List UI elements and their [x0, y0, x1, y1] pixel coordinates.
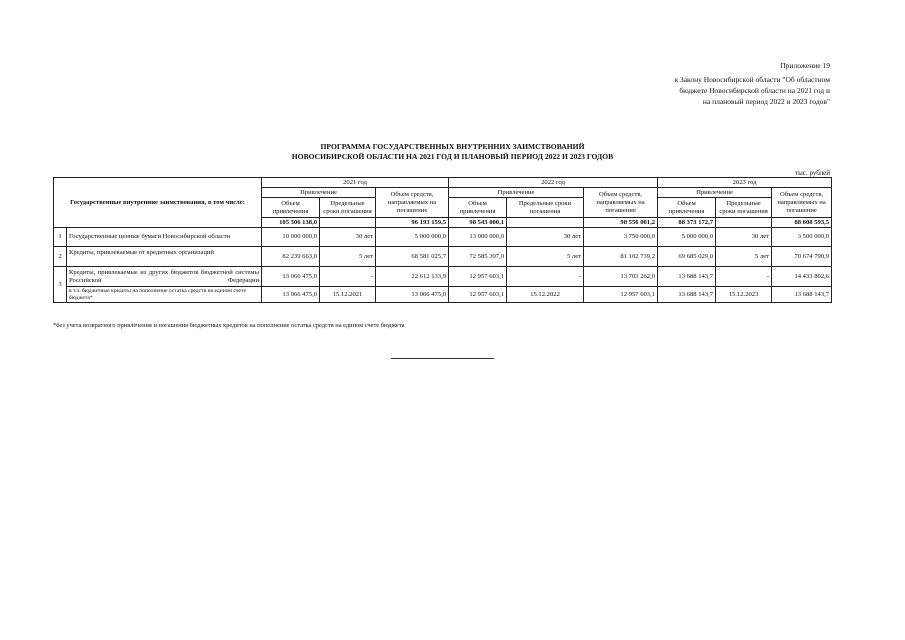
row-number: 1: [54, 228, 67, 247]
cell-value: 30 лет: [507, 228, 584, 247]
cell-value: 13 688 143,7: [772, 287, 832, 303]
attraction-header: Привлечение: [262, 188, 376, 198]
cell-value: 3 500 000,0: [772, 228, 832, 247]
document-title: [0, 142, 905, 162]
table-row: [54, 247, 832, 267]
row-number: 2: [54, 247, 67, 267]
year-header: 2023 год: [658, 178, 832, 188]
row-number: 3: [54, 267, 67, 303]
total-repayment: 98 556 001,2: [584, 218, 658, 228]
cell-value: 15.12.2022: [507, 287, 584, 303]
cell-value: 3 750 000,0: [584, 228, 658, 247]
cell-value: 13 703 262,0: [584, 267, 658, 287]
row-name: в т.ч. бюджетные кредиты на пополнение остатка средств на едином счете бюджета*: [67, 287, 262, 303]
cell-value: 15.12.2023: [716, 287, 772, 303]
appendix-law-reference: [674, 74, 830, 107]
cell-value: 68 581 025,7: [376, 247, 449, 267]
total-attraction: 98 543 000,1: [449, 218, 507, 228]
repayment-header: Объем средств, направляемых на погашение: [772, 188, 832, 218]
cell-value: 30 лет: [320, 228, 376, 247]
table-row: [54, 228, 832, 247]
cell-value: 12 957 603,1: [449, 287, 507, 303]
volume-header: Объем привлечения: [449, 198, 507, 218]
cell-value: 5 000 000,0: [376, 228, 449, 247]
volume-header: Объем привлечения: [658, 198, 716, 218]
total-repayment: 88 608 593,5: [772, 218, 832, 228]
cell-value: 13 688 143,7: [658, 267, 716, 287]
total-attraction: 105 306 138,0: [262, 218, 320, 228]
cell-value: 15.12.2021: [320, 287, 376, 303]
borrowing-program-table: [53, 177, 832, 303]
law-line: на плановый период 2022 и 2023 годов": [702, 97, 830, 106]
cell-value: 13 688 143,7: [658, 287, 716, 303]
row-name: Государственные ценные бумаги Новосибирской области: [67, 228, 262, 247]
term-header: Предельные сроки погашения: [507, 198, 584, 218]
cell-value: 5 лет: [320, 247, 376, 267]
cell-value: 14 433 802,6: [772, 267, 832, 287]
term-header: Предельные сроки погашения: [320, 198, 376, 218]
term-header: Предельные сроки погашения: [716, 198, 772, 218]
cell-value: -: [507, 267, 584, 287]
cell-value: 5 лет: [507, 247, 584, 267]
table-row: [54, 287, 832, 303]
repayment-header: Объем средств, направляемых на погашение: [584, 188, 658, 218]
cell-value: 12 957 603,1: [584, 287, 658, 303]
cell-value: 72 585 397,0: [449, 247, 507, 267]
table-row: [54, 267, 832, 287]
year-header: 2021 год: [262, 178, 449, 188]
cell-value: -: [716, 267, 772, 287]
attraction-header: Привлечение: [658, 188, 772, 198]
cell-value: 5 000 000,0: [658, 228, 716, 247]
cell-value: 5 лет: [716, 247, 772, 267]
row-header: Государственные внутренние заимствования, в том числе:: [54, 178, 262, 228]
cell-value: 13 066 475,0: [376, 287, 449, 303]
cell-value: 81 102 739,2: [584, 247, 658, 267]
title-line: ПРОГРАММА ГОСУДАРСТВЕННЫХ ВНУТРЕННИХ ЗАИМСТВОВАНИЙ: [320, 142, 585, 151]
divider: [391, 358, 494, 359]
cell-value: 13 066 475,0: [262, 287, 320, 303]
cell-value: 22 612 133,9: [376, 267, 449, 287]
cell-value: 13 000 000,0: [449, 228, 507, 247]
cell-value: 12 957 603,1: [449, 267, 507, 287]
cell-value: 70 674 790,9: [772, 247, 832, 267]
total-repayment: 96 193 159,5: [376, 218, 449, 228]
row-name: Кредиты, привлекаемые от кредитных организаций: [67, 247, 262, 267]
footnote: *без учета возвратного привлечения и погашения бюджетных кредитов на пополнение остатка средств на едином счете бюджета: [53, 322, 405, 329]
repayment-header: Объем средств, направляемых на погашение: [376, 188, 449, 218]
total-attraction: 88 373 172,7: [658, 218, 716, 228]
law-line: бюджете Новосибирской области на 2021 год и: [679, 86, 830, 95]
cell-value: 82 239 663,0: [262, 247, 320, 267]
attraction-header: Привлечение: [449, 188, 584, 198]
cell-value: 10 000 000,0: [262, 228, 320, 247]
row-name: Кредиты, привлекаемые из других бюджетов бюджетной системы Российской Федерации: [67, 267, 262, 287]
cell-value: 30 лет: [716, 228, 772, 247]
year-header: 2022 год: [449, 178, 658, 188]
unit-label: тыс. рублей: [795, 169, 830, 177]
law-line: к Закону Новосибирской области "Об областном: [674, 75, 830, 84]
cell-value: 69 685 029,0: [658, 247, 716, 267]
cell-value: -: [320, 267, 376, 287]
volume-header: Объем привлечения: [262, 198, 320, 218]
title-line: НОВОСИБИРСКОЙ ОБЛАСТИ НА 2021 ГОД И ПЛАНОВЫЙ ПЕРИОД 2022 И 2023 ГОДОВ: [291, 152, 614, 161]
cell-value: 13 066 475,0: [262, 267, 320, 287]
appendix-label: Приложение 19: [780, 61, 830, 70]
